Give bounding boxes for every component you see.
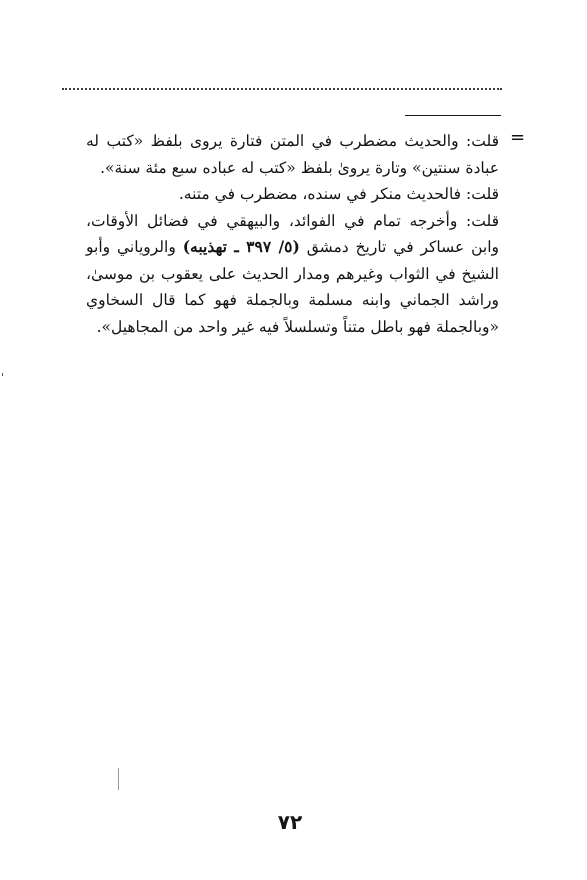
paragraph-3	[86, 208, 499, 341]
paragraph-3-text-start: قلت: وأخرجه تمام في الفوائد، والبيهقي في فضائل الأوقات، وابن عساكر في تاريخ دمشق	[86, 211, 499, 256]
scan-artifact-line	[118, 768, 119, 790]
dotted-separator-line	[62, 88, 502, 90]
paragraph-2-text: قلت: فالحديث منكر في سنده، مضطرب في متنه.	[178, 185, 499, 203]
paragraph-1-text: قلت: والحديث مضطرب في المتن فتارة يروى بلفظ «كتب له عبادة سنتين» وتارة يروىٰ بلفظ «كتب له عباده سبع مئة سنة».	[86, 132, 499, 177]
footnote-continuation-mark: =	[510, 127, 526, 148]
paragraph-2	[86, 181, 499, 208]
paragraph-3-text-end: والروياني وأبو الشيخ في الثواب وغيرهم ومدار الحديث على يعقوب بن موسىٰ، وراشد الجماني وابنه مسلمة وبالجملة فهو كما قال السخاوي «وبالجملة فهو باطل متناً وتسلسلاً فيه غير واحد من المجاهيل».	[86, 238, 499, 336]
footnote-separator-line	[405, 115, 501, 116]
paragraph-1	[86, 128, 499, 181]
footnote-body	[86, 128, 499, 340]
page-number: ٧٢	[277, 810, 303, 834]
paragraph-3-reference: (٥/ ٣٩٧ ـ تهذيبه)	[182, 237, 300, 256]
scan-artifact-mark	[2, 373, 3, 376]
